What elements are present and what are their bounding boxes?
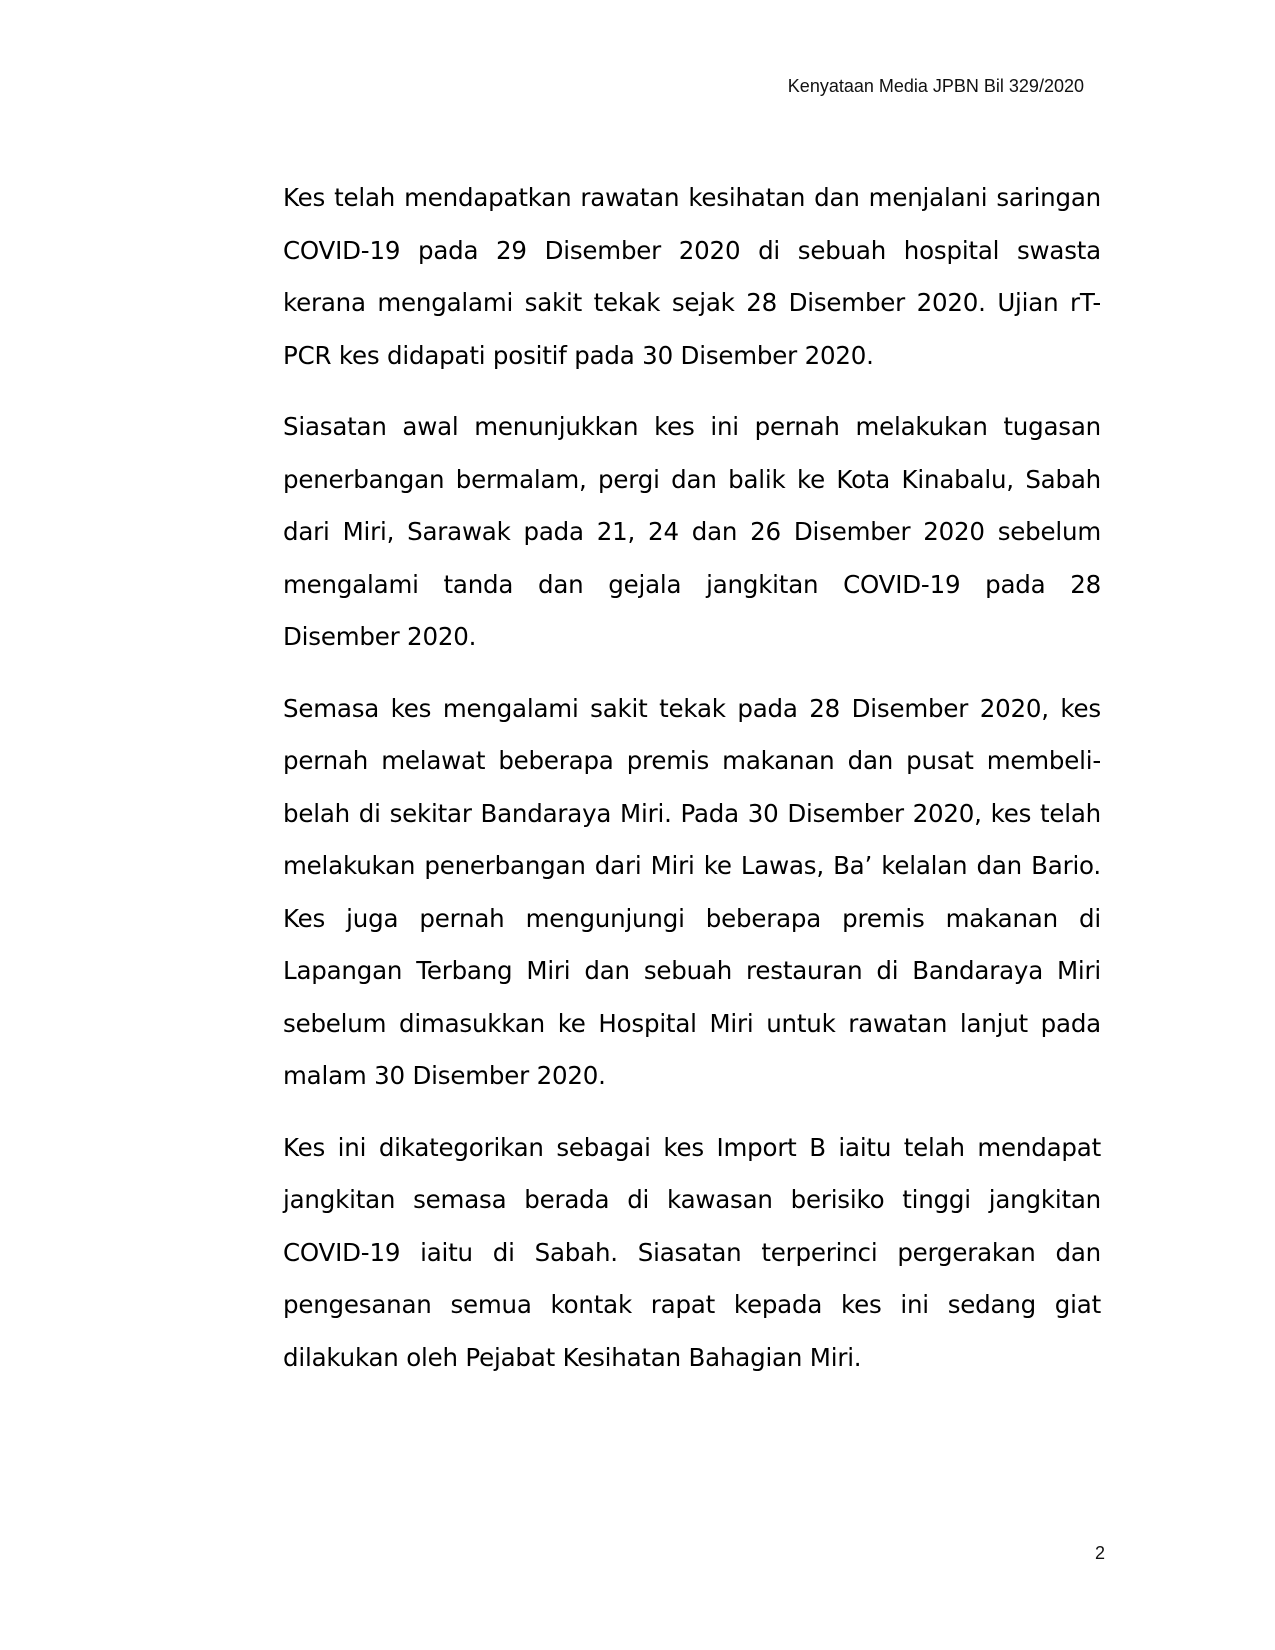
page-number: 2: [1094, 1543, 1105, 1563]
paragraph-3: Semasa kes mengalami sakit tekak pada 28 Disember 2020, kes pernah melawat beberapa premis makanan dan pusat membeli-belah di sekitar Bandaraya Miri. Pada 30 Disember 2020, kes telah melakukan penerbangan dari Miri ke Lawas, Ba’ kelalan dan Bario. Kes juga pernah mengunjungi beberapa premis makanan di Lapangan Terbang Miri dan sebuah restauran di Bandaraya Miri sebelum dimasukkan ke Hospital Miri untuk rawatan lanjut pada malam 30 Disember 2020.: [283, 693, 1101, 1090]
paragraph-2: Siasatan awal menunjukkan kes ini pernah melakukan tugasan penerbangan bermalam, pergi dan balik ke Kota Kinabalu, Sabah dari Miri, Sarawak pada 21, 24 dan 26 Disember 2020 sebelum mengalami tanda dan gejala jangkitan COVID-19 pada 28 Disember 2020.: [283, 412, 1101, 651]
document-reference: Kenyataan Media JPBN Bil 329/2020: [787, 76, 1084, 96]
document-body: [283, 172, 1101, 1403]
paragraph-1: Kes telah mendapatkan rawatan kesihatan dan menjalani saringan COVID-19 pada 29 Disember 2020 di sebuah hospital swasta kerana mengalami sakit tekak sejak 28 Disember 2020. Ujian rT-PCR kes didapati positif pada 30 Disember 2020.: [283, 183, 1101, 370]
paragraph-4: Kes ini dikategorikan sebagai kes Import B iaitu telah mendapat jangkitan semasa berada di kawasan berisiko tinggi jangkitan COVID-19 iaitu di Sabah. Siasatan terperinci pergerakan dan pengesanan semua kontak rapat kepada kes ini sedang giat dilakukan oleh Pejabat Kesihatan Bahagian Miri.: [283, 1132, 1101, 1372]
